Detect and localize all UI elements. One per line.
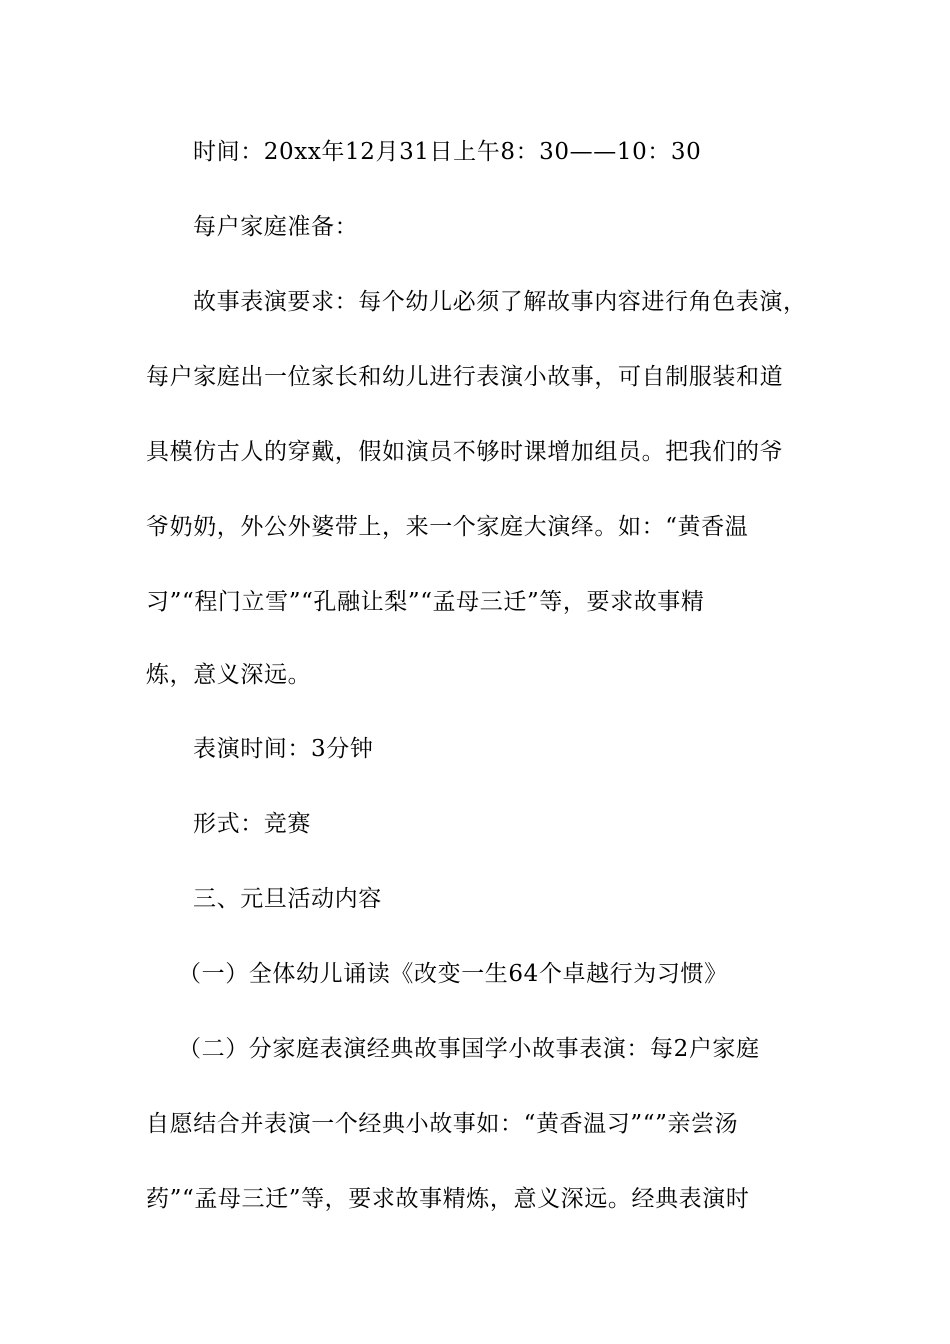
performance-requirements-line-1: 故事表演要求：每个幼儿必须了解故事内容进行角色表演， <box>193 289 807 315</box>
format-line: 形式：竞赛 <box>193 811 311 837</box>
family-preparation-heading: 每户家庭准备： <box>193 214 359 240</box>
activity-item-two-line-1: （二）分家庭表演经典故事国学小故事表演：每2户家庭 <box>178 1036 760 1062</box>
performance-requirements-line-3: 具模仿古人的穿戴，假如演员不够时课增加组员。把我们的爷 <box>146 439 784 465</box>
performance-requirements-line-2: 每户家庭出一位家长和幼儿进行表演小故事，可自制服装和道 <box>146 364 784 390</box>
time-line: 时间：20xx年12月31日上午8：30——10：30 <box>193 139 702 165</box>
activity-item-one: （一）全体幼儿诵读《改变一生64个卓越行为习惯》 <box>178 961 728 987</box>
performance-requirements-line-6: 炼，意义深远。 <box>146 662 312 688</box>
activity-item-two-line-2: 自愿结合并表演一个经典小故事如：“黄香温习”“”亲尝汤 <box>146 1111 739 1137</box>
performance-requirements-line-4: 爷奶奶，外公外婆带上，来一个家庭大演绎。如：“黄香温 <box>146 514 749 540</box>
performance-duration-line: 表演时间：3分钟 <box>193 736 374 762</box>
performance-requirements-line-5: 习”“程门立雪”“孔融让梨”“孟母三迁”等，要求故事精 <box>146 589 705 615</box>
section-three-heading: 三、元旦活动内容 <box>193 886 382 912</box>
activity-item-two-line-3: 药”“孟母三迁”等，要求故事精炼，意义深远。经典表演时 <box>146 1186 750 1212</box>
